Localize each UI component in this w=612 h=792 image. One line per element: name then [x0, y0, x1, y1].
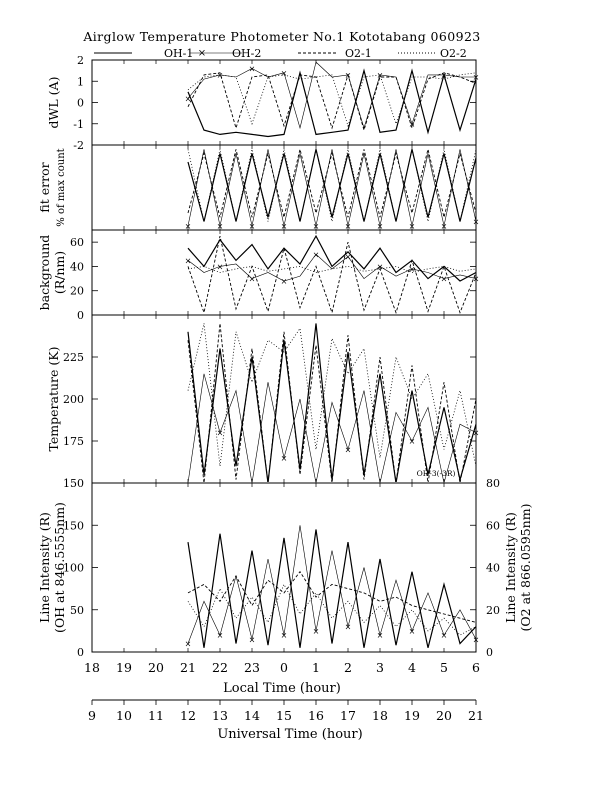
- ut-tick-label: 19: [404, 708, 420, 723]
- series-o2-2: [188, 70, 476, 126]
- ut-tick-label: 9: [88, 708, 96, 723]
- legend-label: O2-1: [345, 47, 372, 60]
- y-tick-label: 100: [63, 561, 84, 575]
- local-time-tick: 2: [344, 660, 352, 675]
- legend-item-o2-2: [398, 47, 467, 60]
- oh2-marker: ×: [344, 221, 352, 231]
- oh2-marker: ×: [216, 70, 224, 80]
- right-axis-label: Line Intensity (R): [503, 512, 518, 623]
- ut-tick-label: 14: [244, 708, 260, 723]
- chart-panels: [37, 54, 533, 659]
- oh2-marker: ×: [184, 221, 192, 231]
- oh2-marker: ×: [440, 631, 448, 641]
- y-tick-label: 40: [70, 260, 84, 274]
- y-tick-label: 150: [63, 477, 84, 490]
- y-axis-label: (R/nm): [52, 250, 67, 295]
- oh2-marker: ×: [312, 626, 320, 636]
- oh2-marker: ×: [440, 70, 448, 80]
- series-oh-1: [188, 530, 476, 648]
- oh2-marker: ×: [248, 274, 256, 284]
- local-time-tick: 23: [244, 660, 260, 675]
- legend-label: OH-1: [164, 47, 194, 60]
- y-tick-label: -2: [73, 139, 84, 152]
- series-o2-1: [188, 149, 476, 217]
- y-tick-label: 50: [70, 603, 84, 617]
- oh2-marker: ×: [344, 252, 352, 262]
- oh2-marker: ×: [408, 437, 416, 446]
- local-time-tick: 5: [440, 660, 448, 675]
- oh2-marker: ×: [344, 70, 352, 80]
- oh2-marker: ×: [344, 445, 352, 455]
- oh2-marker: ×: [248, 635, 256, 645]
- oh2-marker: ×: [216, 631, 224, 641]
- oh2-marker: ×: [408, 221, 416, 231]
- ut-tick-label: 10: [116, 708, 132, 723]
- oh2-marker: ×: [472, 73, 480, 82]
- oh2-marker: ×: [376, 631, 384, 641]
- y-tick-label: 225: [63, 351, 84, 364]
- right-tick-label: 20: [486, 603, 500, 617]
- y-axis-label: (OH at 846.5555nm): [52, 502, 67, 633]
- ut-tick-label: 13: [212, 708, 228, 723]
- y-axis-label: % of max count: [56, 148, 67, 227]
- y-tick-label: 0: [77, 646, 84, 659]
- oh2-marker: ×: [184, 639, 192, 649]
- series-o2-2: [188, 149, 476, 221]
- oh2-marker: ×: [472, 635, 480, 645]
- oh2-marker: ×: [440, 221, 448, 231]
- oh2-marker: ×: [472, 428, 480, 438]
- time-axes: [84, 660, 484, 742]
- oh2-marker: ×: [312, 250, 320, 260]
- oh2-marker: ×: [280, 221, 288, 231]
- right-tick-label: 80: [486, 477, 500, 490]
- y-tick-label: 150: [63, 519, 84, 533]
- y-tick-label: 2: [77, 54, 84, 67]
- legend-label: OH-2: [232, 47, 262, 60]
- ut-tick-label: 18: [372, 708, 388, 723]
- local-time-tick: 20: [148, 660, 164, 675]
- y-tick-label: 200: [63, 393, 84, 406]
- chart-title: Airglow Temperature Photometer No.1 Kototabang 060923: [83, 29, 481, 44]
- y-axis-label: fit error: [37, 162, 52, 213]
- oh2-marker: ×: [280, 277, 288, 286]
- right-axis-label: (O2 at 866.0595nm): [518, 503, 533, 632]
- ut-tick-label: 17: [340, 708, 356, 723]
- panel-frame: [92, 145, 476, 230]
- legend-item-o2-1: [298, 47, 372, 60]
- local-time-tick: 22: [212, 660, 228, 675]
- oh2-marker: ×: [472, 217, 480, 227]
- series-oh-1: [188, 149, 476, 221]
- oh2-marker: ×: [408, 119, 416, 129]
- local-time-label: Local Time (hour): [223, 681, 341, 696]
- y-axis-label: background: [37, 234, 52, 311]
- oh2-marker: ×: [312, 221, 320, 231]
- oh2-marker: ×: [184, 256, 192, 266]
- y-axis-label: Line Intensity (R): [37, 512, 52, 623]
- oh2-marker: ×: [280, 68, 288, 78]
- ut-tick-label: 20: [436, 708, 452, 723]
- panel-intensity: [37, 477, 533, 659]
- oh2-marker: ×: [216, 428, 224, 438]
- right-tick-label: 40: [486, 561, 500, 575]
- legend-marker: ×: [197, 48, 207, 59]
- oh2-marker: ×: [280, 631, 288, 641]
- oh2-marker: ×: [376, 262, 384, 272]
- series-oh-2: [188, 254, 476, 281]
- local-time-tick: 21: [180, 660, 196, 675]
- y-axis-label: dWL (A): [46, 76, 61, 129]
- oh2-marker: ×: [376, 70, 384, 80]
- right-tick-label: 60: [486, 519, 500, 533]
- y-tick-label: 20: [70, 284, 84, 298]
- oh2-marker: ×: [216, 221, 224, 231]
- local-time-tick: 0: [280, 660, 288, 675]
- y-tick-label: 1: [77, 75, 84, 89]
- panel-fit: [37, 145, 479, 231]
- oh2-marker: ×: [248, 64, 256, 74]
- panel-frame: [92, 483, 476, 652]
- ut-label: Universal Time (hour): [217, 727, 363, 742]
- series-oh-2: [188, 149, 476, 226]
- y-tick-label: 60: [70, 236, 84, 250]
- y-tick-label: 0: [77, 96, 84, 110]
- oh2-marker: ×: [440, 274, 448, 284]
- panel-annotation: OH-3(-3R): [416, 469, 456, 478]
- legend: [94, 47, 467, 60]
- y-tick-label: 0: [77, 309, 84, 322]
- legend-label: O2-2: [440, 47, 467, 60]
- legend-item-oh-1: [94, 47, 193, 60]
- series-oh-2: [188, 62, 476, 128]
- oh2-marker: ×: [408, 626, 416, 636]
- ut-tick-label: 15: [276, 708, 292, 723]
- local-time-tick: 1: [312, 660, 320, 675]
- oh2-marker: ×: [184, 94, 192, 104]
- panel-temperature: [46, 315, 479, 490]
- panel-dwl: [46, 54, 479, 152]
- y-tick-label: -1: [73, 117, 84, 131]
- oh2-marker: ×: [248, 221, 256, 231]
- series-o2-2: [188, 266, 476, 272]
- local-time-tick: 6: [472, 660, 480, 675]
- series-o2-1: [188, 70, 476, 130]
- local-time-tick: 4: [408, 660, 416, 675]
- series-o2-2: [188, 323, 476, 466]
- ut-tick-label: 12: [180, 708, 196, 723]
- ut-tick-label: 16: [308, 708, 324, 723]
- oh2-marker: ×: [280, 453, 288, 463]
- oh2-marker: ×: [216, 262, 224, 272]
- local-time-tick: 19: [116, 660, 132, 675]
- right-tick-label: 0: [486, 646, 493, 659]
- panel-frame: [92, 230, 476, 315]
- y-tick-label: 175: [63, 435, 84, 448]
- local-time-tick: 3: [376, 660, 384, 675]
- legend-item-oh-2: [190, 47, 261, 60]
- ut-tick-label: 21: [468, 708, 484, 723]
- oh2-marker: ×: [376, 221, 384, 231]
- y-axis-label: Temperature (K): [46, 346, 61, 452]
- oh2-marker: ×: [408, 264, 416, 274]
- panel-background: [37, 230, 479, 322]
- series-o2-1: [188, 572, 476, 623]
- oh2-marker: ×: [344, 622, 352, 632]
- local-time-tick: 18: [84, 660, 100, 675]
- oh2-marker: ×: [472, 274, 480, 284]
- ut-tick-label: 11: [148, 708, 164, 723]
